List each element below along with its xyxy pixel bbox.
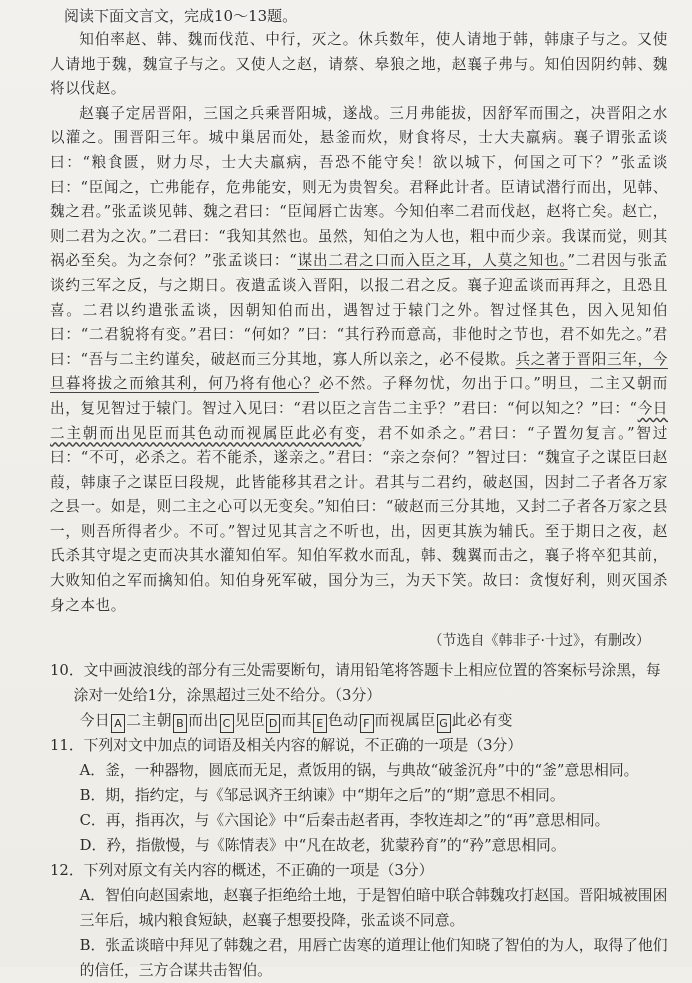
reading-instruction: 阅读下面文言文，完成10～13题。 [64,7,298,25]
answer-box-c[interactable]: C [220,714,234,733]
answer-box-d[interactable]: D [266,714,280,733]
question-12 [50,858,668,983]
passage-text: ，君不如杀之。”君曰：“子置勿复言。”智过曰：“不可，必杀之。若不能杀，遂亲之。”君曰：“亲之奈何？”智过曰：“魏宣子之谋臣曰赵葭，韩康子之谋臣曰段规，此皆能移其君之计。君其与二君约，破赵国，因封二子者各万家之县一。如是，则二主之心可以无变矣。”知伯曰：“破赵而三分其地，又封二子者各万家之县一，则吾所得者少。不可。”智过见其言之不听也，出，因更其族为辅氏。至于期日之夜，赵氏杀其守堤之吏而决其水灌知伯军。知伯军救水而乱，韩、魏翼而击之，襄子将卒犯其前，大败知伯之军而擒知伯。知伯身死军破，国分为三，为天下笑。故曰：贪愎好利，则灭国杀身之本也。 [50,424,669,614]
answer-box-a[interactable]: A [111,714,125,733]
answer-box-b[interactable]: B [173,714,187,733]
segment: 二主朝 [126,712,173,730]
question-12-stem: 12．下列对原文有关内容的概述，不正确的一项是（3分） [50,862,434,880]
passage-paragraph-2 [50,102,668,618]
question-12-option-b[interactable]: B．张孟谈暗中拜见了韩魏之君，用唇亡齿寒的道理让他们知晓了智伯的为人，取得了他们的信任，三方合谋共击智伯。 [79,937,668,980]
passage-paragraph-1: 知伯率赵、韩、魏而伐范、中行，灭之。休兵数年，使人请地于韩，韩康子与之。又使人请地于魏，魏宣子与之。又使人之赵，请蔡、皋狼之地，赵襄子弗与。知伯因阴约韩、魏将以伐赵。 [50,31,668,98]
segment: 见臣 [234,712,266,730]
question-10 [50,658,668,733]
question-11-option-a[interactable]: A．釜，一种器物，圆底而无足，煮饭用的锅，与典故“破釜沉舟”中的“釜”意思相同。 [79,762,639,780]
question-10-stem: 10．文中画波浪线的部分有三处需要断句，请用铅笔将答题卡上相应位置的答案标号涂黑，每涂对一处给1分，涂黑超过三处不给分。（3分） [50,662,661,705]
passage-text: 赵襄子定居晋阳，三国之兵乘晋阳城，遂战。三月弗能拔，因舒军而围之，决晋阳之水以灌之。围晋阳三年。城中巢居而处，悬釜而炊，财食将尽，士大夫羸病。襄子谓张孟谈曰：“粮食匮，财力尽，士大夫羸病，吾恐不能守矣！欲以城下，何国之可下？”张孟谈曰：“臣闻之，亡弗能存，危弗能安，则无为贵智矣。君释此计者。臣请试潜行而出，见韩、魏之君。”张孟谈见韩、魏之君曰：“臣闻唇亡齿寒。今知伯率二君而伐赵，赵将亡矣。赵亡，则二君为之次。”二君曰：“我知其然也。虽然，知伯之为人也，粗中而少亲。我谋而觉，则其祸必至矣。为之奈何？”张孟谈曰：“ [50,104,668,270]
segment: 色动 [327,712,359,730]
segmentation-options [50,708,668,733]
answer-box-f[interactable]: F [360,714,374,733]
answer-box-e[interactable]: E [313,714,327,733]
passage-text: 必不然。子释勿忧，勿出于口。”明旦，二主又朝而出，复见智过于辕门。智过入见曰：“君以臣之言告二主乎？”君曰：“何以知之？”曰：“ [50,375,669,417]
segment: 而出 [188,712,219,730]
segment: 今日 [79,712,111,730]
question-11-stem: 11．下列对文中加点的词语及相关内容的解说，不正确的一项是（3分） [50,737,523,755]
question-11-option-b[interactable]: B．期，指约定，与《邹忌讽齐王纳谏》中“期年之后”的“期”意思不相同。 [79,787,565,805]
segment: 而其 [281,712,312,730]
underlined-sentence-1: 谋出二君之口而入臣之耳，人莫之知也。 [297,252,568,270]
question-11 [50,733,668,858]
underlined-sentence-2: 兵之著于晋阳三年，今旦暮将拔之而飨其利，何乃将有他心？ [50,350,668,393]
classical-passage [50,28,668,618]
question-11-option-c[interactable]: C．再，指再次，与《六国论》中“后秦击赵者再，李牧连却之”的“再”意思相同。 [79,812,610,830]
segment: 此必有变 [451,712,513,730]
answer-box-g[interactable]: G [437,714,451,733]
passage-text: ”二君因与张孟谈约三军之反，与之期日。夜遣孟谈入晋阳，以报二君之反。襄子迎孟谈而再拜之，且恐且喜。二君以约遣张孟谈，因朝知伯而出，遇智过于辕门之外。智过怪其色，因入见知伯曰：“二君貌将有变。”君曰：“何如？”曰：“其行矜而意高，非他时之节也，君不如先之。”君曰：“吾与二主约谨矣，破赵而三分其地，寡人所以亲之，必不侵欺。 [50,252,668,368]
source-citation: （节选自《韩非子·十过》，有删改） [428,633,650,650]
wavy-underlined-sentence: 今日二主朝而出见臣而其色动而视属臣此必有变 [50,399,668,442]
segment: 而视属臣 [374,712,436,730]
question-12-option-a[interactable]: A．智伯向赵国索地，赵襄子拒绝给土地，于是智伯暗中联合韩魏攻打赵国。晋阳城被围困三年后，城内粮食短缺，赵襄子想要投降，张孟谈不同意。 [79,887,668,930]
question-11-option-d[interactable]: D．矜，指傲慢，与《陈情表》中“凡在故老，犹蒙矜育”的“矜”意思相同。 [79,837,566,855]
